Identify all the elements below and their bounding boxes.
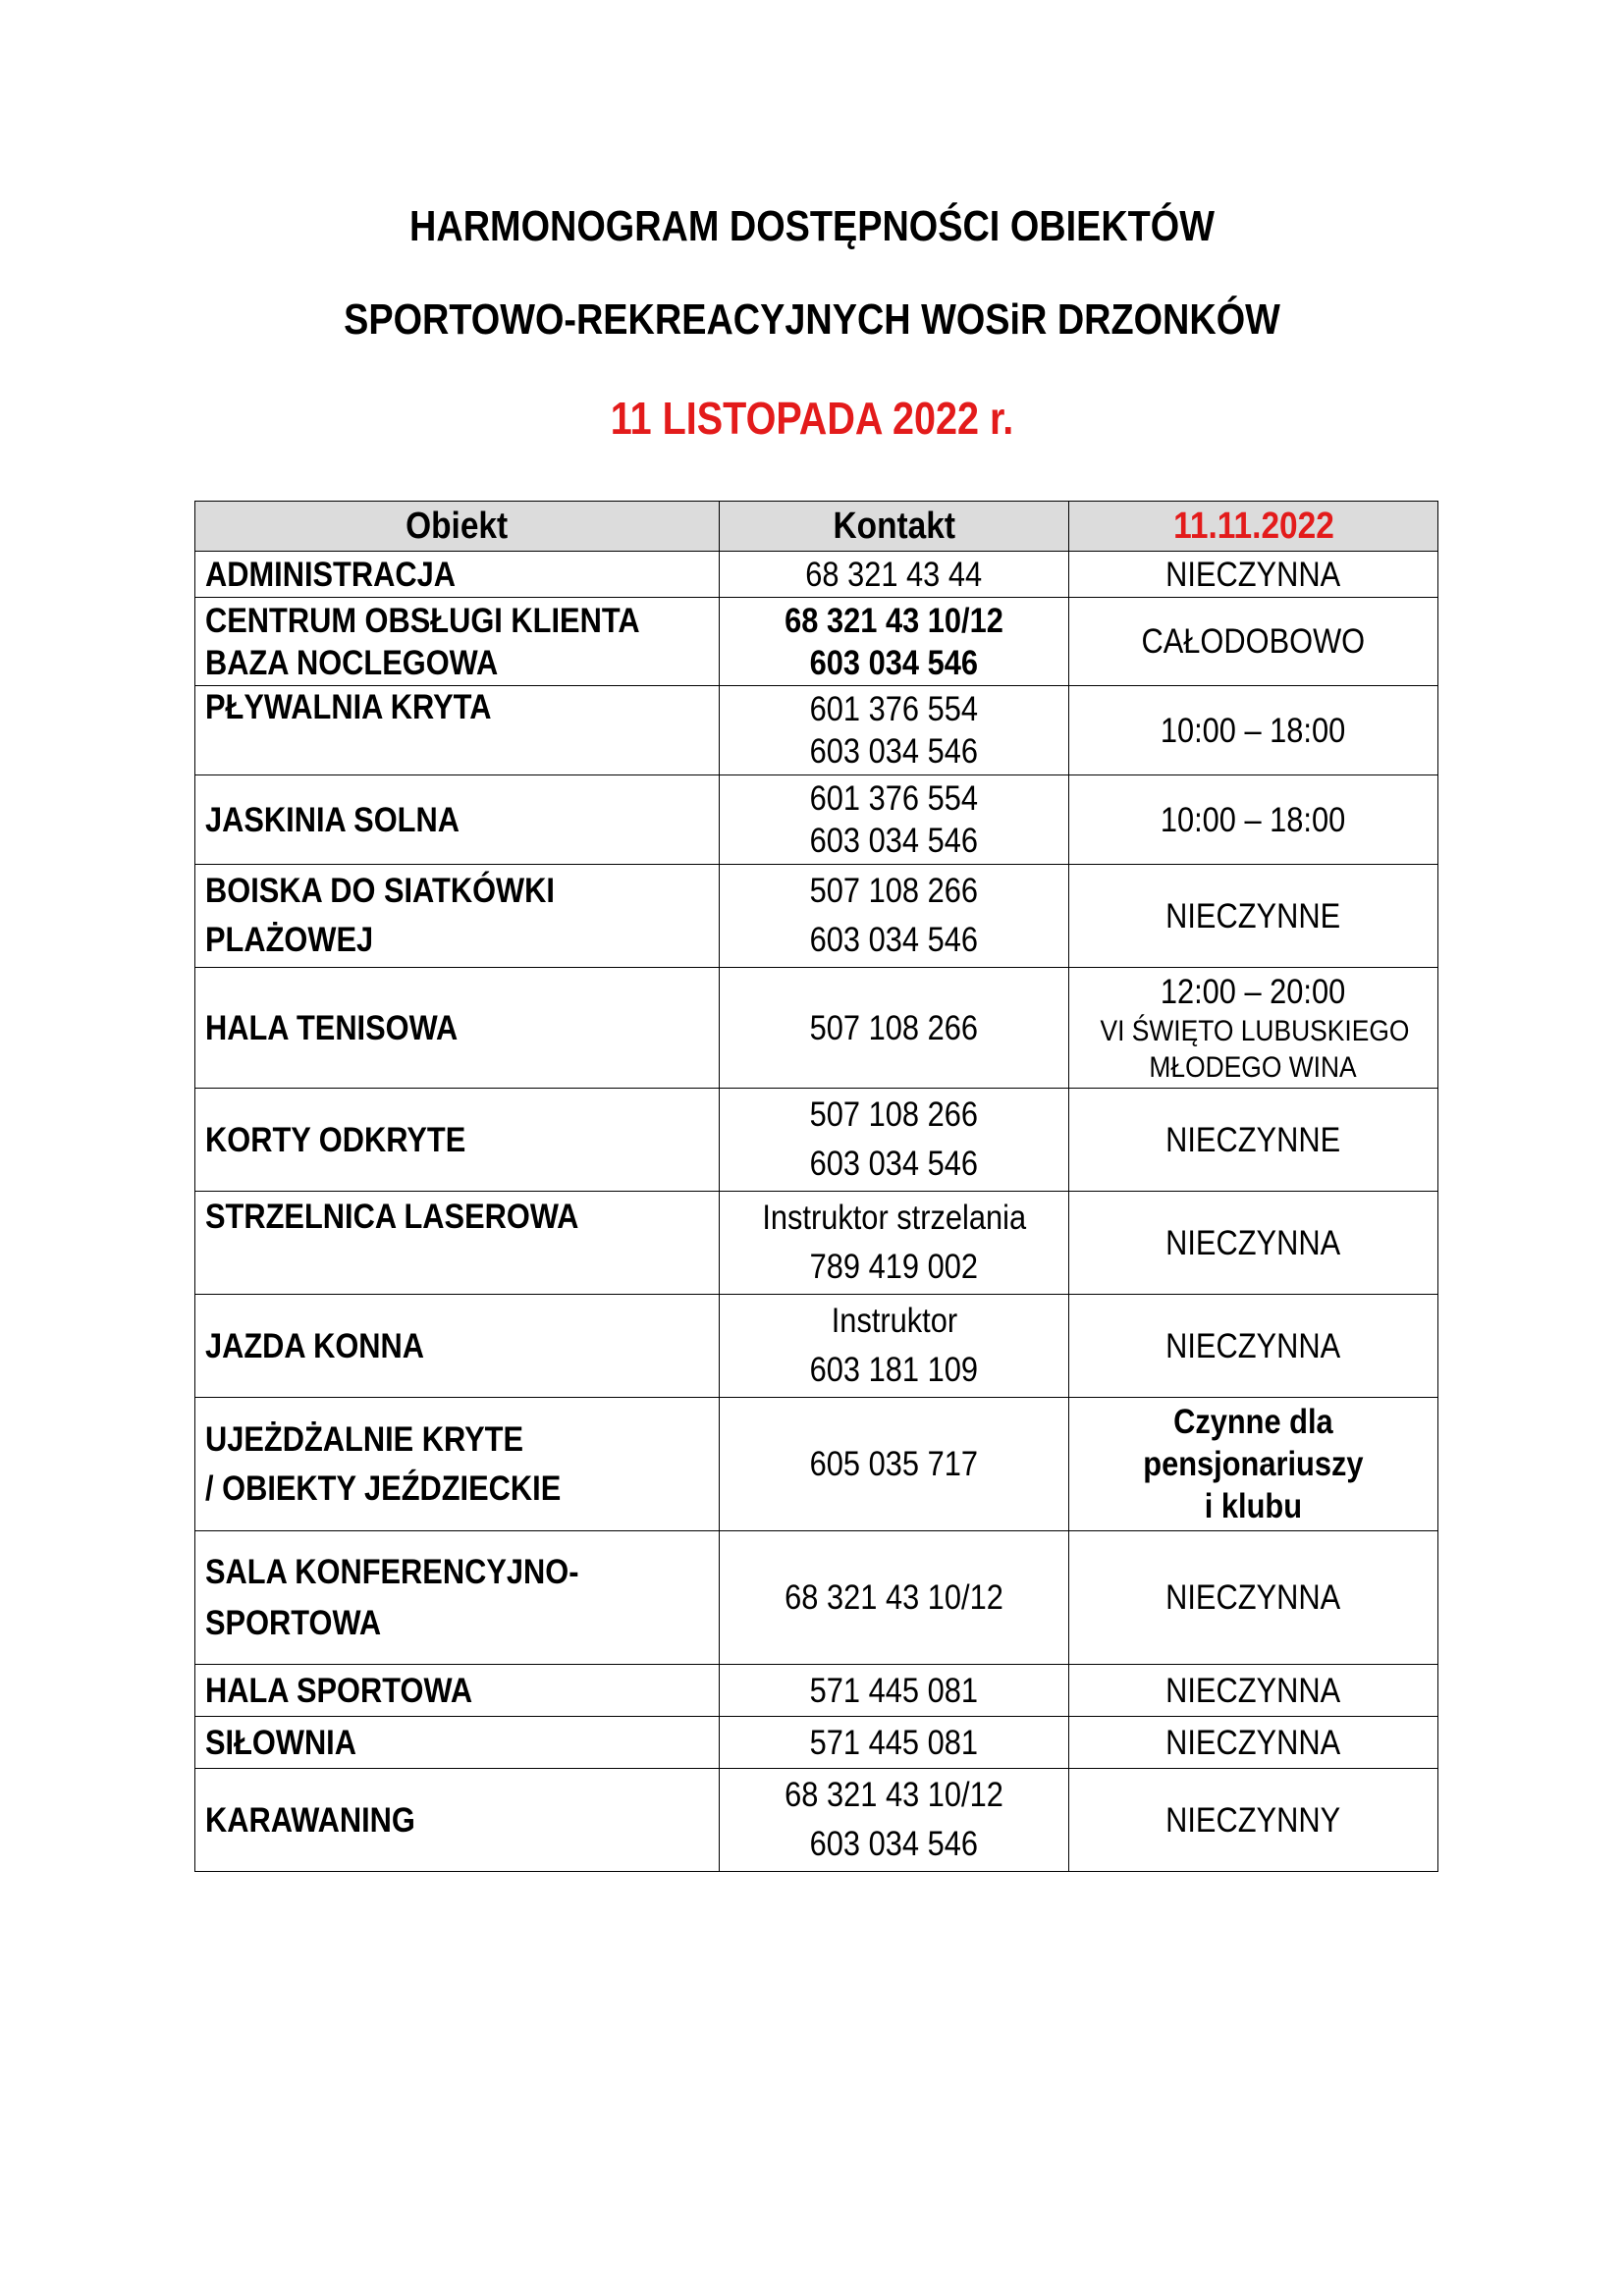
facility-name: BOISKA DO SIATKÓWKI PLAŻOWEJ	[195, 865, 720, 968]
header-obiekt: Obiekt	[195, 502, 720, 552]
facility-contact: Instruktor strzelania 789 419 002	[720, 1192, 1069, 1295]
facility-name: PŁYWALNIA KRYTA	[195, 686, 720, 775]
facility-hours: NIECZYNNA	[1069, 552, 1438, 598]
header-kontakt: Kontakt	[720, 502, 1069, 552]
facility-name: KORTY ODKRYTE	[195, 1089, 720, 1192]
table-row	[195, 1665, 1438, 1717]
facility-name: CENTRUM OBSŁUGI KLIENTA BAZA NOCLEGOWA	[195, 598, 720, 686]
table-row	[195, 598, 1438, 686]
header-date: 11.11.2022	[1069, 502, 1438, 552]
facility-contact: Instruktor 603 181 109	[720, 1295, 1069, 1398]
facility-contact: 601 376 554 603 034 546	[720, 775, 1069, 865]
table-row	[195, 1531, 1438, 1665]
facility-contact: 507 108 266 603 034 546	[720, 865, 1069, 968]
facility-name: SIŁOWNIA	[195, 1717, 720, 1769]
page-title-line2: SPORTOWO-REKREACYJNYCH WOSiR DRZONKÓW	[344, 295, 1280, 344]
facility-hours: NIECZYNNA	[1069, 1531, 1438, 1665]
table-row	[195, 968, 1438, 1089]
table-row	[195, 1089, 1438, 1192]
page-title-line1: HARMONOGRAM DOSTĘPNOŚCI OBIEKTÓW	[409, 202, 1215, 250]
table-row	[195, 775, 1438, 865]
facility-name: KARAWANING	[195, 1769, 720, 1872]
facility-contact: 68 321 43 44	[720, 552, 1069, 598]
table-row	[195, 1192, 1438, 1295]
facility-name: UJEŻDŻALNIE KRYTE / OBIEKTY JEŹDZIECKIE	[195, 1398, 720, 1531]
schedule-table	[194, 501, 1438, 1872]
table-row	[195, 1398, 1438, 1531]
facility-hours: Czynne dla pensjonariuszy i klubu	[1069, 1398, 1438, 1531]
facility-name: SALA KONFERENCYJNO- SPORTOWA	[195, 1531, 720, 1665]
facility-hours: 10:00 – 18:00	[1069, 686, 1438, 775]
facility-name: JAZDA KONNA	[195, 1295, 720, 1398]
facility-hours: NIECZYNNA	[1069, 1717, 1438, 1769]
table-row	[195, 552, 1438, 598]
facility-name: JASKINIA SOLNA	[195, 775, 720, 865]
facility-contact: 68 321 43 10/12	[720, 1531, 1069, 1665]
facility-name: ADMINISTRACJA	[195, 552, 720, 598]
facility-contact: 68 321 43 10/12 603 034 546	[720, 598, 1069, 686]
facility-hours: 12:00 – 20:00 VI ŚWIĘTO LUBUSKIEGO MŁODEGO WINA	[1069, 968, 1438, 1089]
facility-contact: 507 108 266	[720, 968, 1069, 1089]
page-date-title: 11 LISTOPADA 2022 r.	[610, 393, 1014, 444]
facility-hours: NIECZYNNA	[1069, 1665, 1438, 1717]
facility-contact: 571 445 081	[720, 1717, 1069, 1769]
facility-hours: NIECZYNNE	[1069, 865, 1438, 968]
facility-hours: CAŁODOBOWO	[1069, 598, 1438, 686]
facility-contact: 68 321 43 10/12 603 034 546	[720, 1769, 1069, 1872]
table-row	[195, 865, 1438, 968]
table-row	[195, 1717, 1438, 1769]
table-row	[195, 686, 1438, 775]
facility-name: HALA SPORTOWA	[195, 1665, 720, 1717]
table-row	[195, 1769, 1438, 1872]
facility-hours: NIECZYNNY	[1069, 1769, 1438, 1872]
facility-hours: NIECZYNNA	[1069, 1192, 1438, 1295]
table-header-row	[195, 502, 1438, 552]
facility-hours: NIECZYNNA	[1069, 1295, 1438, 1398]
facility-hours: 10:00 – 18:00	[1069, 775, 1438, 865]
facility-contact: 571 445 081	[720, 1665, 1069, 1717]
facility-name: STRZELNICA LASEROWA	[195, 1192, 720, 1295]
facility-hours: NIECZYNNE	[1069, 1089, 1438, 1192]
facility-contact: 601 376 554 603 034 546	[720, 686, 1069, 775]
facility-contact: 605 035 717	[720, 1398, 1069, 1531]
facility-contact: 507 108 266 603 034 546	[720, 1089, 1069, 1192]
table-row	[195, 1295, 1438, 1398]
facility-name: HALA TENISOWA	[195, 968, 720, 1089]
